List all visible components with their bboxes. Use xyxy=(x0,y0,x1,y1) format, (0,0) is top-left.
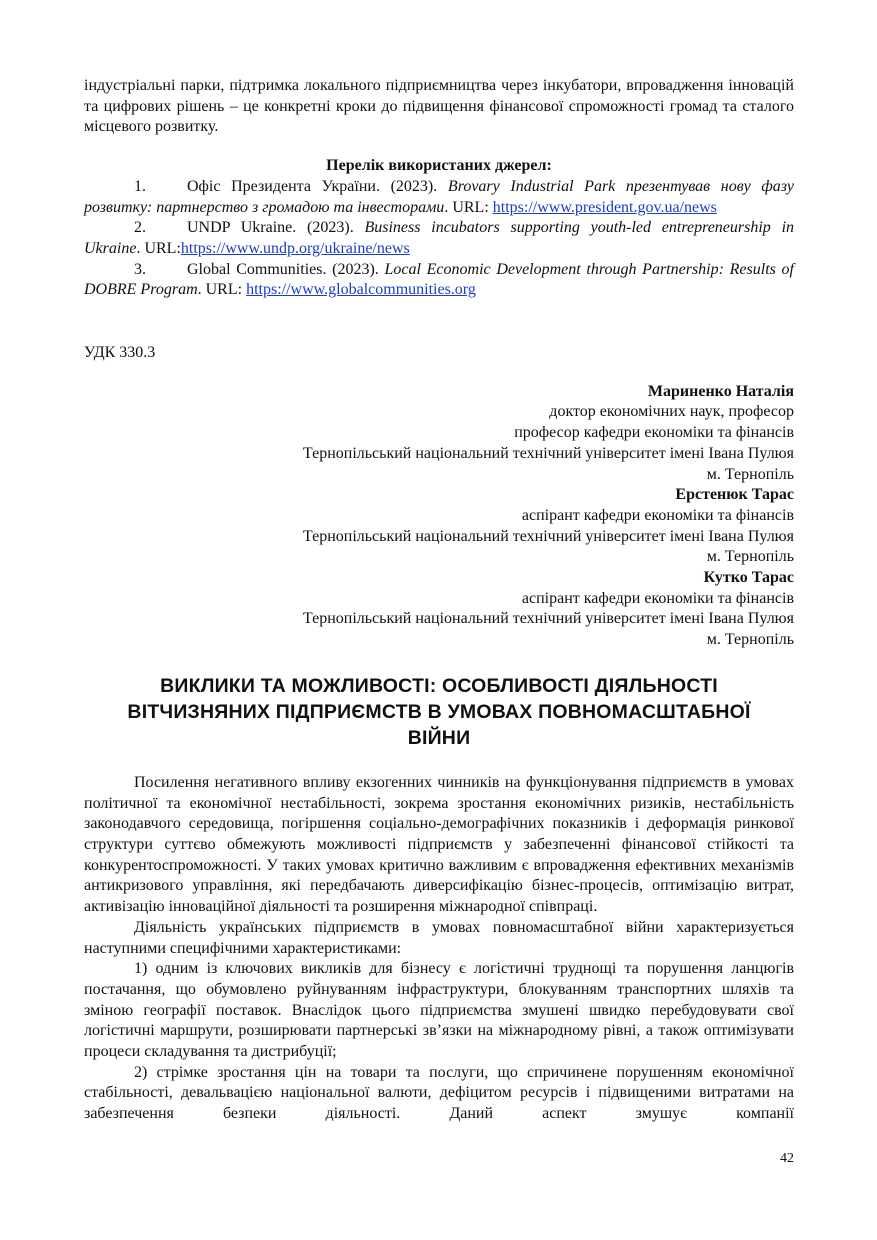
reference-item-2 xyxy=(84,218,794,259)
reference-text: . URL: xyxy=(444,198,493,216)
reference-item-1 xyxy=(84,177,794,218)
author-1 xyxy=(84,382,794,486)
author-name: Кутко Тарас xyxy=(703,569,794,587)
author-detail: м. Тернопіль xyxy=(706,548,794,566)
author-3 xyxy=(84,568,794,651)
reference-title: Local Economic Development through Partnership: Results of DOBRE Program xyxy=(84,260,795,299)
reference-text: Global Communities. (2023). xyxy=(187,260,385,278)
reference-text: . URL: xyxy=(197,281,247,299)
author-name: Мариненко Наталія xyxy=(647,382,794,400)
reference-item-3 xyxy=(84,260,794,301)
page-number: 42 xyxy=(780,1151,794,1166)
authors-block xyxy=(84,382,794,651)
author-detail: м. Тернопіль xyxy=(706,631,794,649)
author-detail: аспірант кафедри економіки та фінансів xyxy=(521,589,794,607)
author-detail: Тернопільський національний технічний університет імені Івана Пулюя xyxy=(302,610,794,628)
reference-link[interactable]: https://www.globalcommunities.org xyxy=(246,281,476,299)
article-body xyxy=(84,773,794,1125)
reference-number: 3. xyxy=(134,260,146,278)
reference-link[interactable]: https://www.president.gov.ua/news xyxy=(492,198,717,216)
author-detail: доктор економічних наук, професор xyxy=(549,403,794,421)
body-paragraph: Посилення негативного впливу екзогенних чинників на функціонування підприємств в умовах політичної та економічної нестабільності, зокрема зростання економічних ризиків, нестабільність законодавчого середовища, погіршення соціально-демографічних показників і деформація ринкової структури суттєво обмежують можливості підприємств у забезпеченні фінансової стійкості та конкурентоспроможності. У таких умовах критично важливим є впровадження ефективних механізмів антикризового управління, які передбачають диверсифікацію бізнес-процесів, оптимізацію витрат, активізацію інноваційної діяльності та розширення міжнародної співпраці. xyxy=(84,773,794,916)
author-2 xyxy=(84,485,794,568)
body-paragraph: Діяльність українських підприємств в умовах повномасштабної війни характеризується наступними специфічними характеристиками: xyxy=(84,918,794,957)
article-title-line: ВІЙНИ xyxy=(407,726,471,749)
intro-paragraph-tail: індустріальні парки, підтримка локального підприємництва через інкубатори, впровадження інновацій та цифрових рішень – це конкретні кроки до підвищення фінансової спроможності громад та сталого місцевого розвитку. xyxy=(84,77,794,136)
author-detail: Тернопільський національний технічний університет імені Івана Пулюя xyxy=(302,444,794,462)
reference-title: Brovary Industrial Park презентував нову фазу розвитку: партнерство з громадою та інвесторами xyxy=(84,177,795,216)
article-title-line: ВИКЛИКИ ТА МОЖЛИВОСТІ: ОСОБЛИВОСТІ ДІЯЛЬНОСТІ xyxy=(160,674,718,697)
references-heading: Перелік використаних джерел: xyxy=(326,157,552,175)
reference-text: UNDP Ukraine. (2023). xyxy=(187,219,365,237)
reference-text: Офіс Президента України. (2023). xyxy=(187,177,448,195)
author-detail: аспірант кафедри економіки та фінансів xyxy=(521,506,794,524)
body-paragraph: 1) одним із ключових викликів для бізнесу є логістичні труднощі та порушення ланцюгів постачання, що обумовлено руйнуванням інфраструктури, блокуванням транспортних шляхів та зміною географії поставок. Внаслідок цього підприємства змушені швидко перебудовувати свої логістичні маршрути, розширювати партнерські зв’язки на міжнародному рівні, а також оптимізувати процеси складування та дистрибуції; xyxy=(84,960,794,1061)
author-name: Ерстенюк Тарас xyxy=(675,486,794,504)
article-title xyxy=(84,673,794,751)
author-detail: Тернопільський національний технічний університет імені Івана Пулюя xyxy=(302,527,794,545)
reference-title: Business incubators supporting youth-led entrepreneurship in Ukraine xyxy=(84,219,795,257)
document-page xyxy=(84,76,794,1125)
reference-number: 2. xyxy=(134,219,146,237)
article-title-line: ВІТЧИЗНЯНИХ ПІДПРИЄМСТВ В УМОВАХ ПОВНОМАСШТАБНОЇ xyxy=(127,700,751,723)
udk-code: УДК 330.3 xyxy=(84,344,156,362)
reference-text: . URL: xyxy=(136,239,181,257)
references-list xyxy=(84,177,794,301)
author-detail: м. Тернопіль xyxy=(706,465,794,483)
author-detail: професор кафедри економіки та фінансів xyxy=(514,424,794,442)
body-paragraph: 2) стрімке зростання цін на товари та послуги, що спричинене порушенням економічної стабільності, девальвацією національної валюти, дефіцитом ресурсів і підвищеними витратами на забезпечення безпеки діяльності. Даний аспект змушує компанії xyxy=(84,1063,794,1123)
reference-number: 1. xyxy=(134,177,146,195)
reference-link[interactable]: https://www.undp.org/ukraine/news xyxy=(180,239,410,257)
